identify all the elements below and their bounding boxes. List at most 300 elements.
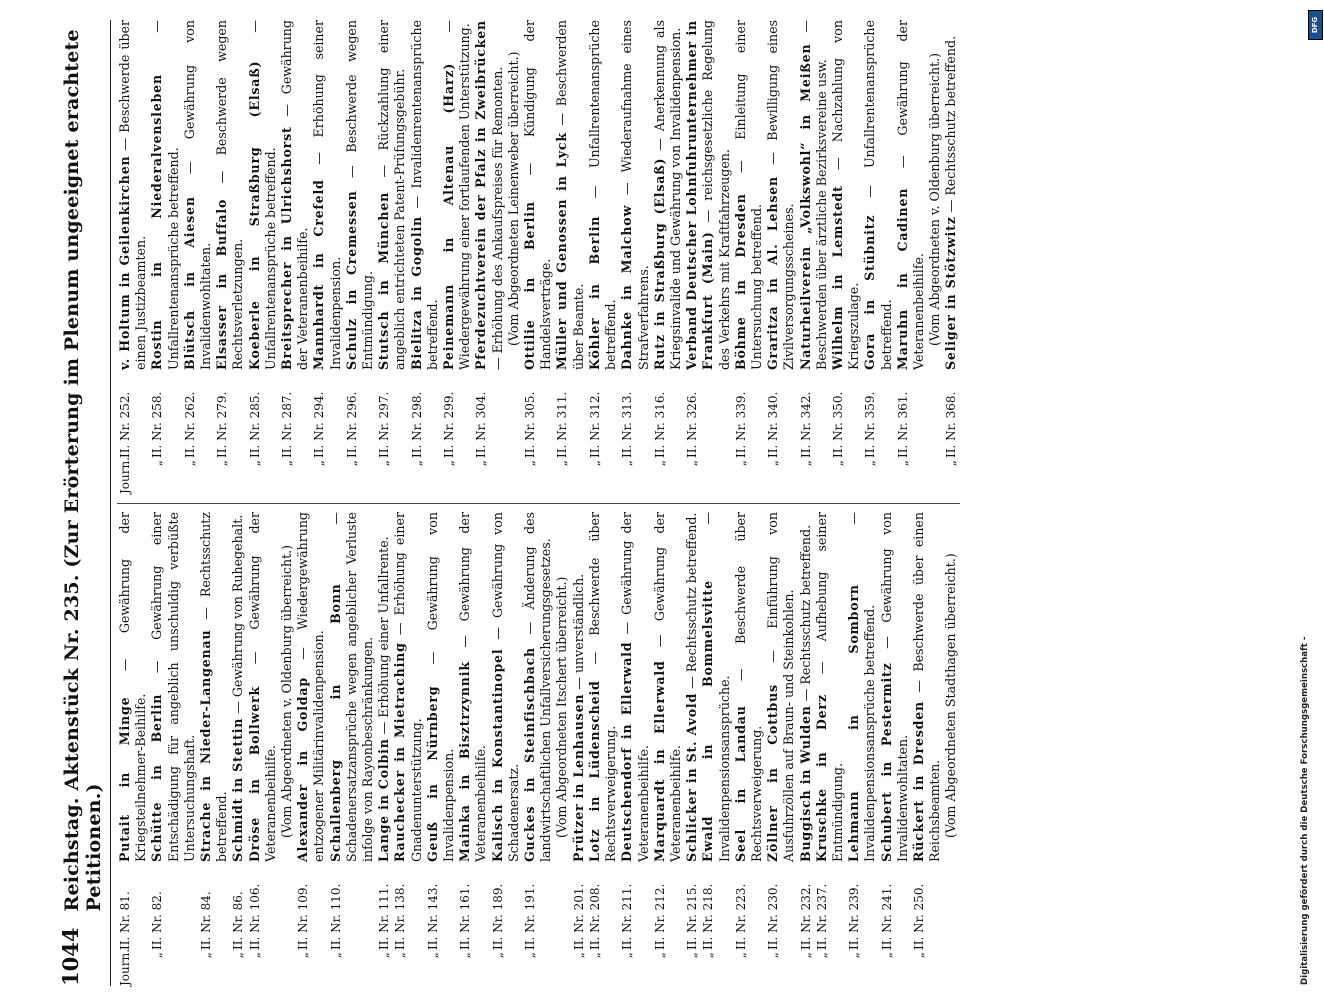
petition-text	[490, 512, 522, 862]
petition-subject: — Unfallrentenansprüche betreffend.	[246, 20, 278, 370]
petition-number: II. Nr. 239.	[847, 883, 862, 950]
petitioner-name: Seel in Landau	[732, 705, 748, 862]
petition-text	[522, 512, 571, 862]
petition-subject: — Gewährung der Veteranenbeihilfe.	[246, 511, 278, 862]
petition-number: II. Nr. 110.	[328, 883, 343, 950]
petition-entry	[376, 20, 408, 494]
petition-subject: — Beschwerde über Rechtsverweigerung.	[732, 511, 764, 862]
petition-subject: — unverständlich.	[570, 573, 586, 694]
journal-ref: „	[798, 460, 813, 467]
petition-subject: — Invalidenpensionsansprüche.	[700, 512, 732, 862]
petition-entry	[214, 20, 246, 494]
petition-subject: — Bewilligung eines Zivilversorgungsscheines.	[765, 20, 797, 370]
petition-number: II. Nr. 359.	[863, 391, 878, 458]
petition-subject: — Gewährung der Kriegsteilnehmer-Beihilfe.	[117, 512, 149, 862]
petition-number: II. Nr. 311.	[555, 391, 570, 458]
petition-number: II. Nr. 211.	[620, 883, 635, 950]
journal-ref: „	[620, 460, 635, 467]
journal-ref: „	[442, 460, 457, 467]
petition-text	[684, 20, 733, 370]
petitioner-name: Rutz in Straßburg (Elsaß)	[651, 157, 667, 370]
petition-entry	[457, 512, 489, 986]
submission-note: (Vom Abgeordneten Stadthagen überreicht.)	[943, 553, 959, 838]
petition-number: II. Nr. 106.	[247, 883, 262, 950]
journal-ref: „	[587, 952, 602, 959]
petition-subject: — Rechtsschutz betreffend.	[198, 512, 230, 862]
petition-entry	[943, 20, 959, 494]
petition-text	[441, 20, 473, 370]
petition-entry	[344, 20, 376, 494]
petition-subject: — reichsgesetzliche Regelung des Verkehrs mit Kraftfahrzeugen.	[700, 20, 732, 370]
petition-subject: — Einleitung einer Untersuchung betreffend.	[732, 20, 764, 370]
petition-subject: — Beschwerden über Beamte.	[554, 20, 586, 370]
petitioner-name: Köhler in Berlin	[586, 215, 602, 370]
petitioner-name: Alexander in Goldap	[295, 677, 311, 862]
journal-ref: „	[182, 460, 197, 467]
petition-text	[311, 20, 343, 370]
petition-number: II. Nr. 223.	[733, 883, 748, 950]
petitioner-name: Kruschke in Derz	[813, 694, 829, 862]
petitioner-name: Schütte in Berlin	[149, 693, 165, 862]
petition-text	[943, 20, 959, 370]
petition-text	[554, 20, 586, 370]
petition-number: II. Nr. 191.	[523, 883, 538, 950]
journal-ref: „	[409, 460, 424, 467]
petition-text	[247, 20, 279, 370]
petition-number: II. Nr. 161.	[458, 883, 473, 950]
petition-entry	[895, 20, 944, 494]
dfg-logo	[1308, 10, 1323, 40]
petition-number: II. Nr. 361.	[895, 391, 910, 458]
petition-subject: — Gewährung der Veteranenbeihilfe.	[457, 511, 489, 862]
petition-number: II. Nr. 258.	[150, 391, 165, 458]
petition-entry	[425, 512, 457, 986]
journal-ref: „	[733, 952, 748, 959]
petition-subject: — Unfallrentenansprüche betreffend.	[149, 20, 181, 370]
petition-subject: — Aufhebung seiner Entmündigung.	[813, 512, 845, 862]
petitioner-name: Pferdezuchtverein der Pfalz in Zweibrücken	[473, 20, 489, 370]
petition-entry	[911, 512, 960, 986]
petitioner-name: Lange in Colbin	[376, 738, 392, 862]
petitioner-name: Strache in Nieder-Langenau	[198, 629, 214, 862]
petition-text	[684, 512, 700, 862]
journal-ref: „	[685, 460, 700, 467]
petition-entry	[652, 20, 684, 494]
petitioner-name: Mannhardt in Crefeld	[311, 179, 327, 370]
petition-text	[862, 20, 894, 370]
journal-ref: Journ.	[118, 948, 132, 986]
petitioner-name: Schallenberg in Bonn	[327, 583, 343, 862]
petition-number: II. Nr. 250.	[911, 883, 926, 950]
petitioner-name: Dröse in Bollwerk	[246, 686, 262, 862]
petition-text	[765, 20, 797, 370]
petition-number: II. Nr. 143.	[425, 883, 440, 950]
journal-ref: „	[830, 460, 845, 467]
petition-subject: — Invalidenpensionsansprüche betreffend.	[846, 512, 878, 862]
petition-text	[376, 512, 392, 862]
petitioner-name: Wilhelm in Lemstedt	[829, 185, 845, 370]
journal-ref: „	[587, 460, 602, 467]
petitioner-name: Rostin in Niederalvensleben	[149, 74, 165, 370]
journal-ref: „	[215, 460, 230, 467]
petition-entry	[117, 20, 149, 494]
petition-entry	[733, 512, 765, 986]
petitioner-name: v. Holtum in Geilenkirchen	[117, 155, 132, 370]
journal-ref: „	[766, 460, 781, 467]
petition-entry	[441, 20, 473, 494]
petition-number: II. Nr. 368.	[944, 391, 959, 458]
journal-ref: „	[847, 952, 862, 959]
petitioner-name: Elsasser in Buffalo	[214, 198, 230, 370]
petition-text	[214, 20, 246, 370]
journal-ref: „	[814, 952, 829, 959]
petition-subject: — Gewährung der Veteranenbeihilfe.	[894, 20, 926, 370]
petitioner-name: Kalisch in Konstantinopel	[489, 648, 505, 862]
submission-note: (Vom Abgeordneten v. Oldenburg überreicht.)	[279, 544, 295, 838]
petition-entry	[117, 512, 149, 986]
petition-number: II. Nr. 342.	[798, 391, 813, 458]
petitioner-name: Lehmann in Somborn	[846, 584, 862, 862]
journal-ref: „	[199, 952, 214, 959]
petition-entry	[619, 512, 651, 986]
petition-text	[117, 20, 149, 370]
journal-ref: „	[620, 952, 635, 959]
petition-number: II. Nr. 313.	[620, 391, 635, 458]
petition-text	[700, 512, 732, 862]
journal-ref: „	[247, 460, 262, 467]
petition-subject: — Unfallrentenansprüche betreffend.	[586, 20, 619, 370]
petitioner-name: Ottilie in Berlin	[522, 201, 538, 370]
petition-number: II. Nr. 81.	[118, 891, 132, 950]
petition-text	[619, 512, 651, 862]
petition-text	[376, 20, 408, 370]
petition-entry	[149, 512, 198, 986]
petition-entry	[879, 512, 911, 986]
petition-text	[587, 512, 619, 862]
petition-entry	[587, 512, 619, 986]
dfg-logo-text: DFG	[1311, 16, 1320, 34]
running-title: Reichstag. Aktenstück Nr. 235. (Zur Erörterung im Plenum ungeeignet erachtete Petitionen.)	[61, 29, 105, 912]
left-column	[117, 503, 960, 986]
petitioner-name: Zöllner in Cottbus	[765, 684, 781, 862]
page-header	[58, 20, 111, 986]
petition-entry	[684, 512, 700, 986]
petition-subject: — Beschwerde wegen Rechtsverletzungen.	[214, 20, 246, 370]
petition-entry	[554, 20, 586, 494]
petition-entry	[700, 512, 732, 986]
journal-ref: „	[377, 460, 392, 467]
petition-entry	[814, 512, 846, 986]
petition-subject: — Wiederaufnahme eines Strafverfahrens.	[619, 20, 651, 370]
petitioner-name: Schmidt in Stettin	[230, 717, 246, 862]
petitioner-name: Böhme in Dresden	[732, 193, 748, 370]
submission-note: (Vom Abgeordneten Leinenweber überreicht.)	[505, 51, 521, 346]
digitization-note: Digitalisierung gefördert durch die Deutsche Forschungsgemeinschaft -	[1300, 636, 1310, 985]
petition-number: II. Nr. 350.	[830, 391, 845, 458]
petition-number: II. Nr. 109.	[296, 883, 311, 950]
petition-subject: — Beschwerde über einen Justizbeamten.	[117, 20, 149, 370]
petition-subject: — Rechtsschutz betreffend.	[797, 524, 813, 706]
petitioner-name: Lotz in Lüdenscheid	[586, 680, 602, 862]
petition-number: II. Nr. 218.	[701, 883, 716, 950]
petition-number: II. Nr. 86.	[231, 891, 246, 950]
petitioner-name: Dahnke in Malchow	[619, 204, 635, 370]
petition-subject: — Erhöhung des Ankaufspreises für Remonten.	[489, 66, 505, 370]
petition-subject: — Beschwerden über ärztliche Bezirksvereine usw.	[797, 20, 829, 370]
petition-text	[911, 512, 960, 862]
petition-subject: — Gewährung von Invalidenwohltaten.	[878, 512, 910, 862]
petitioner-name: Schlicker in St. Avold	[684, 692, 700, 862]
petition-entry	[652, 512, 684, 986]
petition-number: II. Nr. 252.	[118, 391, 132, 458]
journal-ref: „	[490, 952, 505, 959]
petitioner-name: Verband Deutscher Lohnfuhrunternehmer in Frankfurt (Main)	[684, 20, 716, 370]
petitioner-name: Buggisch in Wulden	[797, 705, 813, 862]
journal-ref: „	[474, 460, 489, 467]
petition-text	[473, 20, 522, 370]
petition-subject: — Gewährung der Veteranenbeihilfe.	[651, 512, 683, 862]
journal-ref: „	[701, 952, 716, 959]
journal-ref: „	[231, 952, 246, 959]
petition-number: II. Nr. 340.	[766, 391, 781, 458]
petition-subject: — Kündigung der Handelsverträge.	[522, 20, 554, 370]
journal-ref: „	[458, 952, 473, 959]
journal-ref: „	[944, 460, 959, 467]
petition-number: II. Nr. 215.	[685, 883, 700, 950]
journal-ref: „	[555, 460, 570, 467]
petition-text	[798, 512, 814, 862]
petitioner-name: Marquardt in Ellerwald	[651, 660, 667, 862]
petition-text	[830, 20, 862, 370]
petition-number: II. Nr. 279.	[215, 391, 230, 458]
petition-text	[814, 512, 846, 862]
petition-text	[798, 20, 830, 370]
petition-entry	[311, 20, 343, 494]
petition-subject: — Erhöhung einer Gnadenunterstützung.	[392, 512, 424, 862]
petition-subject: — Nachzahlung von Kriegszulage.	[829, 20, 862, 370]
petition-text	[457, 512, 489, 862]
petition-number: II. Nr. 312.	[587, 391, 602, 458]
petition-text	[522, 20, 554, 370]
petition-number: II. Nr. 299.	[442, 391, 457, 458]
petition-subject: — Erhöhung einer Unfallrente.	[376, 536, 392, 739]
petition-entry	[733, 20, 765, 494]
petition-subject: — Gewährung von Ruhegehalt.	[230, 514, 246, 718]
right-column	[117, 20, 960, 503]
petitioner-name: Maruhn in Cadinen	[894, 187, 910, 370]
petition-subject: — Gewährung einer Entschädigung für angeblich unschuldig verbüßte Untersuchungshaft.	[149, 512, 197, 862]
petition-text	[328, 512, 377, 862]
petitioner-name: Prützer in Lenhausen	[570, 693, 586, 862]
petitioner-name: Seliger in Stötzwitz	[943, 216, 959, 370]
journal-ref: Journ.	[118, 456, 132, 494]
petition-subject: — Schadenersatzansprüche wegen angeblicher Verluste infolge von Rayonbeschränkungen.	[327, 512, 376, 862]
petition-number: II. Nr. 304.	[474, 391, 489, 458]
petition-text	[895, 20, 944, 370]
petition-number: II. Nr. 111.	[377, 883, 392, 950]
petition-text	[409, 20, 441, 370]
journal-ref: „	[280, 460, 295, 467]
petition-text	[344, 20, 376, 370]
petitioner-name: Rauchecker in Mietraching	[392, 642, 408, 862]
petition-text	[392, 512, 424, 862]
petitioner-name: Bielitza in Gogolin	[408, 215, 424, 370]
journal-ref: „	[879, 952, 894, 959]
petition-subject: — Invalidenrentenansprüche betreffend.	[408, 19, 440, 370]
petition-entry	[149, 20, 181, 494]
petition-number: II. Nr. 326.	[685, 391, 700, 458]
petition-subject: — Rückzahlung einer angeblich entrichteten Patent-Prüfungsgebühr.	[376, 19, 408, 370]
petition-text	[652, 20, 684, 370]
journal-ref: „	[911, 952, 926, 959]
petition-entry	[619, 20, 651, 494]
petition-entry	[247, 512, 296, 986]
petition-subject: — Erhöhung seiner Invalidenpension.	[311, 19, 343, 370]
petition-text	[733, 512, 765, 862]
petition-number: II. Nr. 287.	[280, 391, 295, 458]
journal-ref: „	[393, 952, 408, 959]
petitioner-name: Rückert in Dresden	[910, 701, 926, 862]
journal-ref: „	[425, 952, 440, 959]
petition-text	[425, 512, 457, 862]
petition-entry	[392, 512, 424, 986]
journal-ref: „	[312, 460, 327, 467]
petition-number: II. Nr. 189.	[490, 883, 505, 950]
petitioner-name: Koeberle in Straßburg (Elsaß)	[246, 60, 262, 370]
petition-text	[846, 512, 878, 862]
journal-ref: „	[328, 952, 343, 959]
petitioner-name: Geuß in Nürnberg	[424, 685, 440, 862]
petition-entry	[409, 20, 441, 494]
petition-text	[587, 20, 619, 370]
petition-entry	[198, 512, 230, 986]
journal-ref: „	[652, 952, 667, 959]
petition-text	[879, 512, 911, 862]
journal-ref: „	[377, 952, 392, 959]
petition-subject: — Wiedergewährung einer fortlaufenden Unterstützung.	[441, 20, 473, 370]
petition-entry	[295, 512, 327, 986]
journal-ref: „	[247, 952, 262, 959]
petition-number: II. Nr. 316.	[652, 391, 667, 458]
petition-number: II. Nr. 201.	[571, 883, 586, 950]
petition-text	[279, 20, 311, 370]
petitioner-name: Stutsch in München	[376, 191, 392, 370]
petitioner-name: Deutschendorf in Ellerwald	[619, 641, 635, 862]
journal-ref: „	[523, 460, 538, 467]
journal-ref: „	[863, 460, 878, 467]
petition-subject: — Änderung des landwirtschaftlichen Unfallversicherungsgesetzes.	[522, 512, 554, 862]
petition-number: II. Nr. 230.	[766, 883, 781, 950]
petition-entry	[522, 512, 571, 986]
page-number: 1044	[58, 927, 83, 986]
petition-subject: — Gewährung der Veteranenbeihilfe.	[279, 20, 311, 370]
petition-entry	[830, 20, 862, 494]
petition-number: II. Nr. 232.	[798, 883, 813, 950]
petitioner-name: Breitsprecher in Ulrichshorst	[279, 126, 295, 370]
petition-number: II. Nr. 294.	[312, 391, 327, 458]
petition-entry	[376, 512, 392, 986]
petition-columns	[117, 20, 960, 986]
journal-ref: „	[798, 952, 813, 959]
petition-text	[652, 512, 684, 862]
petition-number: II. Nr. 82.	[150, 891, 165, 950]
petition-text	[182, 20, 214, 370]
petition-number: II. Nr. 84.	[199, 891, 214, 950]
petition-subject: — Gewährung von Invalidenwohltaten.	[181, 20, 214, 370]
petitioner-name: Peinemann in Altenau (Harz)	[441, 62, 457, 370]
petition-number: II. Nr. 285.	[247, 391, 262, 458]
petitioner-name: Putait in Minge	[117, 696, 132, 862]
petition-subject: — Beschwerde über Rechtsverweigerung.	[586, 512, 619, 862]
petitioner-name: Gora in Stübnitz	[862, 214, 878, 370]
petition-number: II. Nr. 212.	[652, 883, 667, 950]
petition-entry	[862, 20, 894, 494]
petition-entry	[230, 512, 246, 986]
petition-subject: — Beschwerde über einen Reichsbeamten.	[910, 512, 943, 862]
petition-subject: — Einführung von Ausfuhrzöllen auf Braun- und Steinkohlen.	[765, 512, 797, 862]
petition-number: II. Nr. 138.	[393, 883, 408, 950]
journal-ref: „	[733, 460, 748, 467]
petition-entry	[684, 20, 733, 494]
petitioner-name: Guckes in Steinfischbach	[522, 646, 538, 862]
petition-number: II. Nr. 241.	[879, 883, 894, 950]
petition-text	[619, 20, 651, 370]
petitioner-name: Ewald in Bommelsvitte	[700, 580, 716, 862]
petitioner-name: Graritza in Al. Lehsen	[765, 176, 781, 370]
petition-entry	[247, 20, 279, 494]
petition-text	[198, 512, 230, 862]
petition-number: II. Nr. 298.	[409, 391, 424, 458]
petition-subject: — Anerkennung als Kriegsinvalide und Gewährung von Invalidenpension.	[651, 19, 683, 370]
petition-number: II. Nr. 305.	[523, 391, 538, 458]
petition-entry	[798, 512, 814, 986]
petition-entry	[571, 512, 587, 986]
petition-text	[295, 512, 327, 862]
petitioner-name: Naturheilverein „Volkswohl“ in Meißen	[797, 43, 813, 370]
journal-ref: „	[296, 952, 311, 959]
petition-entry	[765, 20, 797, 494]
petition-entry	[765, 512, 797, 986]
submission-note: (Vom Abgeordneten v. Oldenburg überreicht.)	[927, 52, 943, 346]
petition-number: II. Nr. 296.	[344, 391, 359, 458]
journal-ref: „	[523, 952, 538, 959]
petitioner-name: Mainka in Bisztrzynnik	[457, 661, 473, 862]
petition-text	[230, 512, 246, 862]
petition-entry	[328, 512, 377, 986]
petition-number: II. Nr. 237.	[814, 883, 829, 950]
journal-ref: „	[150, 460, 165, 467]
journal-ref: „	[344, 460, 359, 467]
journal-ref: „	[685, 952, 700, 959]
petition-subject: — Gewährung von Invalidenpension.	[424, 512, 457, 862]
petitioner-name: Müller und Genossen in Lyck	[554, 132, 570, 370]
petition-text	[149, 20, 181, 370]
journal-ref: „	[652, 460, 667, 467]
petition-entry	[587, 20, 619, 494]
petition-text	[149, 512, 198, 862]
petition-subject: — Rechtsschutz betreffend.	[684, 512, 700, 693]
petition-entry	[846, 512, 878, 986]
submission-note: (Vom Abgeordneten Itschert überreicht.)	[554, 576, 570, 838]
petition-subject: — Unfallrentenansprüche betreffend.	[862, 20, 894, 370]
petition-number: II. Nr. 339.	[733, 391, 748, 458]
petition-subject: — Gewährung der Veteranenbeihilfe.	[619, 512, 651, 862]
petition-number: II. Nr. 297.	[377, 391, 392, 458]
petitioner-name: Schulz in Cremessen	[343, 190, 359, 370]
journal-ref: „	[150, 952, 165, 959]
petition-entry	[490, 512, 522, 986]
petition-entry	[798, 20, 830, 494]
